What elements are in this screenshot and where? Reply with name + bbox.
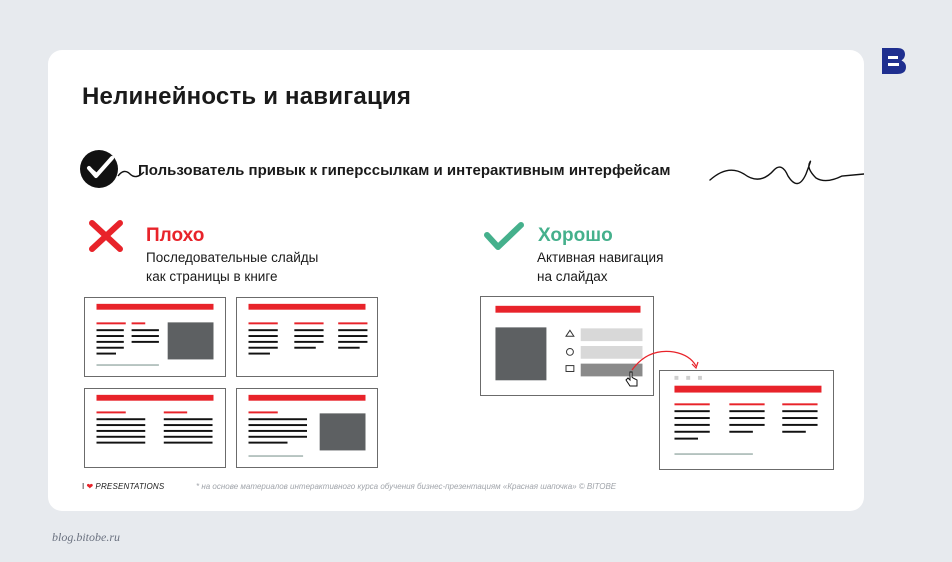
- squiggle-decoration: [708, 152, 864, 188]
- slide-thumbnail: [236, 297, 378, 377]
- good-description-line: на слайдах: [537, 269, 608, 284]
- love-presentations-badge: [82, 482, 164, 491]
- red-cross-icon: [88, 220, 124, 252]
- target-slide-thumbnail: [659, 370, 834, 470]
- bitobe-logo-icon[interactable]: [882, 48, 906, 74]
- site-label[interactable]: blog.bitobe.ru: [52, 530, 120, 544]
- slide-thumbnail: [84, 297, 226, 377]
- bad-description-line: как страницы в книге: [146, 269, 278, 284]
- slide-thumbnail: [84, 388, 226, 468]
- love-prefix: I: [82, 482, 85, 491]
- bad-description-line: Последовательные слайды: [146, 250, 319, 265]
- page-title: Нелинейность и навигация: [82, 83, 412, 110]
- good-description-line: Активная навигация: [537, 250, 664, 265]
- check-badge-icon: [78, 148, 120, 190]
- bad-description: [146, 248, 318, 286]
- good-description: [537, 248, 663, 286]
- link-arrow-icon: [628, 346, 704, 372]
- bad-heading: Плохо: [146, 225, 205, 246]
- intro-text: Пользователь привык к гиперссылкам и интерактивным интерфейсам: [138, 162, 671, 179]
- footnote: * на основе материалов интерактивного курса обучения бизнес-презентациям «Красная шапочка» © BITOBE: [196, 482, 617, 491]
- green-check-icon: [484, 222, 524, 252]
- love-suffix: PRESENTATIONS: [95, 482, 165, 491]
- good-heading: Хорошо: [538, 225, 613, 246]
- heart-icon: ❤: [86, 482, 94, 491]
- slide-thumbnail: [236, 388, 378, 468]
- hand-cursor-icon: [624, 370, 640, 388]
